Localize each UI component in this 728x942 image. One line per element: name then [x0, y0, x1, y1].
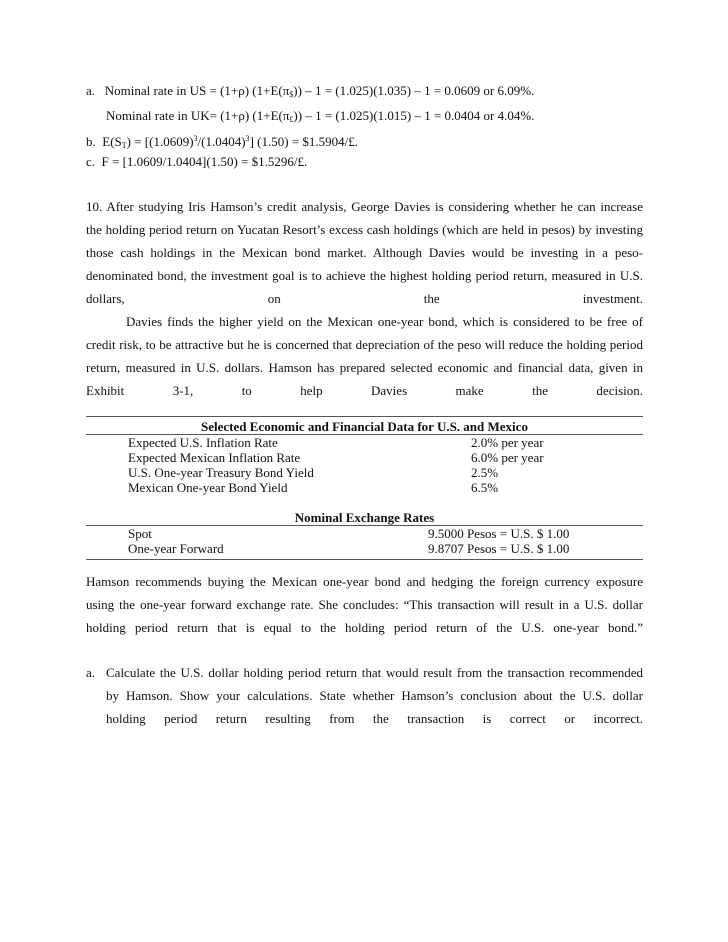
b-text-mid1: ) = [(1.0609): [126, 134, 194, 149]
question-a-label: a.: [86, 665, 96, 680]
table-row-label: Mexican One-year Bond Yield: [128, 480, 288, 495]
recommendation-line3: holding period return that is equal to the holding period return of the U.S. one-year bond.”: [86, 620, 643, 635]
b-subscript: T: [121, 141, 127, 150]
recommendation-line2: using the one-year forward exchange rate. She concludes: “This transaction will result in a U.S. dollar: [86, 597, 643, 612]
table-top-rule: [86, 416, 643, 417]
table-row-value: 9.5000 Pesos = U.S. $ 1.00: [428, 526, 570, 541]
recommendation-line1: Hamson recommends buying the Mexican one-year bond and hedging the foreign currency exposure: [86, 574, 643, 589]
table-row-value: 9.8707 Pesos = U.S. $ 1.00: [428, 541, 570, 556]
table-row-label: One-year Forward: [128, 541, 224, 556]
q10-para1-line4: denominated bond, the investment goal is to achieve the highest holding period return, measured in U.S.: [86, 268, 643, 283]
table-row-value: 6.0% per year: [471, 450, 544, 465]
item-label: c.: [86, 154, 96, 169]
q10-para2-line2: credit risk, to be attractive but he is concerned that depreciation of the peso will reduce the holding period: [86, 337, 643, 352]
table-row-label: Expected U.S. Inflation Rate: [128, 435, 278, 450]
us-rate-tail: )) – 1 = (1.025)(1.035) – 1 = 0.0609 or 6.09%.: [293, 83, 535, 98]
question-a-line2: by Hamson. Show your calculations. State whether Hamson’s conclusion about the U.S. dollar: [106, 688, 643, 703]
answer-c: [86, 154, 307, 170]
b-text-tail: ] (1.50) = $1.5904/£.: [249, 134, 359, 149]
q10-para2-line1: Davies finds the higher yield on the Mexican one-year bond, which is considered to be free of: [126, 314, 643, 329]
q10-para1-line1: 10. After studying Iris Hamson’s credit analysis, George Davies is considering whether he can increase: [86, 199, 643, 214]
us-subscript: $: [289, 90, 294, 99]
table-row-label: Spot: [128, 526, 152, 541]
item-label: b.: [86, 134, 96, 149]
uk-subscript: £: [289, 115, 294, 124]
b-superscript-2: 3: [245, 134, 250, 143]
answer-a-us: [86, 83, 534, 103]
table-bottom-rule: [86, 559, 643, 560]
uk-rate-tail: )) – 1 = (1.025)(1.015) – 1 = 0.0404 or 4.04%.: [293, 108, 535, 123]
table-row-value: 6.5%: [471, 480, 499, 495]
q10-para1-line3: those cash holdings in the Mexican bond market. Although Davies would be investing in a peso-: [86, 245, 643, 260]
table-title-economic: Selected Economic and Financial Data for U.S. and Mexico: [201, 419, 528, 434]
table-row-value: 2.0% per year: [471, 435, 544, 450]
uk-rate-text: Nominal rate in UK= (1+ρ) (1+E(π: [106, 108, 290, 123]
us-rate-text: Nominal rate in US = (1+ρ) (1+E(π: [104, 83, 290, 98]
table-row-label: U.S. One-year Treasury Bond Yield: [128, 465, 314, 480]
answer-a-uk: [106, 108, 534, 128]
answer-b: [86, 131, 358, 154]
b-superscript-1: 3: [193, 134, 198, 143]
question-a-line3: holding period return resulting from the transaction is correct or incorrect.: [106, 711, 643, 726]
b-text: E(S: [102, 134, 122, 149]
table-title-exchange: Nominal Exchange Rates: [294, 510, 435, 525]
b-text-mid2: /(1.0404): [197, 134, 246, 149]
q10-para2-line4: Exhibit 3-1, to help Davies make the decision.: [86, 383, 643, 398]
question-a-line1: Calculate the U.S. dollar holding period return that would result from the transaction recommended: [106, 665, 643, 680]
q10-para1-line5: dollars, on the investment.: [86, 291, 643, 306]
item-label: a.: [86, 83, 96, 98]
table-row-label: Expected Mexican Inflation Rate: [128, 450, 301, 465]
q10-para2-line3: return, measured in U.S. dollars. Hamson has prepared selected economic and financial data, given in: [86, 360, 643, 375]
q10-para1-line2: the holding period return on Yucatan Resort’s excess cash holdings (which are held in pesos) by investing: [86, 222, 643, 237]
c-text: F = [1.0609/1.0404](1.50) = $1.5296/£.: [101, 154, 308, 169]
table-row-value: 2.5%: [471, 465, 499, 480]
